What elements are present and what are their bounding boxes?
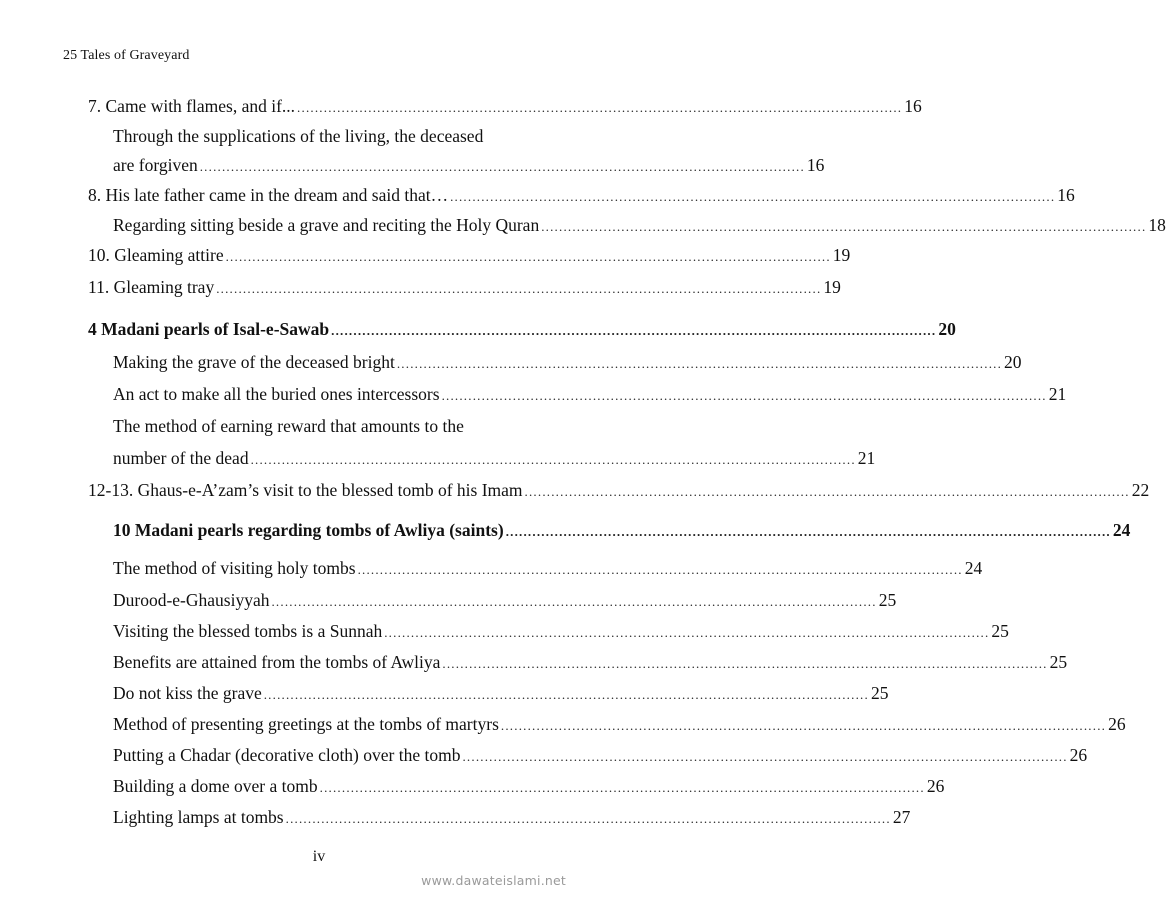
toc-entry[interactable] xyxy=(113,588,897,614)
leader-dots: ........................................................................................................................................ xyxy=(250,452,856,467)
toc-entry-label: number of the dead xyxy=(113,448,249,468)
toc-entry-label[interactable]: Through the supplications of the living, the deceased xyxy=(113,126,484,146)
toc-entry[interactable] xyxy=(113,213,1166,239)
toc-entry-label: Building a dome over a tomb xyxy=(113,776,318,796)
toc-entry-page: 24 xyxy=(964,558,983,578)
toc-entry-label: The method of visiting holy tombs xyxy=(113,558,356,578)
toc-entry-page: 25 xyxy=(870,683,889,703)
toc-entry-label: 7. Came with flames, and if... xyxy=(88,96,296,116)
leader-dots: ........................................................................................................................................ xyxy=(285,811,891,826)
toc-section-heading[interactable] xyxy=(88,317,956,343)
toc-entry[interactable] xyxy=(113,619,1009,645)
toc-entry-label: are forgiven xyxy=(113,155,198,175)
toc-entry-label: 8. His late father came in the dream and said that… xyxy=(88,185,449,205)
toc-entry-page: 21 xyxy=(1048,384,1067,404)
toc-entry-label: Benefits are attained from the tombs of Awliya xyxy=(113,652,441,672)
toc-entry[interactable] xyxy=(88,243,851,269)
toc-entry-page: 20 xyxy=(1004,352,1022,372)
toc-entry-label: Durood-e-Ghausiyyah xyxy=(113,590,270,610)
toc-entry-label: An act to make all the buried ones intercessors xyxy=(113,384,440,404)
leader-dots: ........................................................................................................................................ xyxy=(541,219,1147,234)
toc-entry[interactable] xyxy=(113,712,1126,738)
toc-entry[interactable] xyxy=(113,743,1088,769)
toc-entry-page: 26 xyxy=(1069,745,1088,765)
toc-section-heading[interactable] xyxy=(113,518,1131,544)
toc-entry-page: 26 xyxy=(926,776,945,796)
watermark-url[interactable]: www.dawateislami.net xyxy=(421,873,566,888)
leader-dots: ........................................................................................................................................ xyxy=(384,625,990,640)
toc-entry[interactable] xyxy=(88,183,1075,209)
leader-dots: ........................................................................................................................................ xyxy=(505,524,1111,539)
toc-entry-page: 19 xyxy=(823,277,841,297)
toc-entry-page: 16 xyxy=(806,155,825,175)
running-head: 25 Tales of Graveyard xyxy=(63,48,190,63)
toc-entry[interactable] xyxy=(113,774,945,800)
leader-dots: ........................................................................................................................................ xyxy=(357,562,963,577)
leader-dots: ........................................................................................................................................ xyxy=(319,780,925,795)
leader-dots: ........................................................................................................................................ xyxy=(396,356,1003,371)
toc-entry-label[interactable]: The method of earning reward that amounts to the xyxy=(113,416,464,436)
leader-dots: ........................................................................................................................................ xyxy=(450,189,1056,204)
leader-dots: ........................................................................................................................................ xyxy=(331,323,937,338)
leader-dots: ........................................................................................................................................ xyxy=(524,484,1130,499)
toc-entry-label: 12-13. Ghaus-e-A’zam’s visit to the blessed tomb of his Imam xyxy=(88,480,523,500)
toc-entry-page: 19 xyxy=(832,245,851,265)
leader-dots: ........................................................................................................................................ xyxy=(500,718,1107,733)
toc-entry[interactable] xyxy=(113,805,911,831)
toc-entry-label: 4 Madani pearls of Isal-e-Sawab xyxy=(88,319,330,339)
toc-entry-label: Making the grave of the deceased bright xyxy=(113,352,395,372)
toc-entry[interactable] xyxy=(113,153,825,179)
toc-entry[interactable] xyxy=(88,275,841,301)
toc-entry[interactable] xyxy=(113,650,1068,676)
toc-entry-label: Method of presenting greetings at the tombs of martyrs xyxy=(113,714,499,734)
toc-entry-page: 27 xyxy=(892,807,911,827)
toc-entry-page: 26 xyxy=(1108,714,1126,734)
page-number: iv xyxy=(312,848,326,865)
toc-entry-label: Putting a Chadar (decorative cloth) over the tomb xyxy=(113,745,461,765)
toc-entry-page: 18 xyxy=(1148,215,1166,235)
toc-entry-page: 16 xyxy=(1057,185,1075,205)
toc-entry-page: 22 xyxy=(1131,480,1150,500)
leader-dots: ........................................................................................................................................ xyxy=(297,100,903,115)
toc-entry[interactable] xyxy=(88,478,1150,504)
toc-entry[interactable] xyxy=(113,446,876,472)
leader-dots: ........................................................................................................................................ xyxy=(263,687,869,702)
leader-dots: ........................................................................................................................................ xyxy=(462,749,1068,764)
toc-entry-page: 16 xyxy=(904,96,922,116)
leader-dots: ........................................................................................................................................ xyxy=(225,249,831,264)
toc-entry[interactable] xyxy=(113,681,889,707)
toc-entry[interactable] xyxy=(113,350,1022,376)
toc-entry-page: 25 xyxy=(1049,652,1068,672)
toc-entry-label: Do not kiss the grave xyxy=(113,683,262,703)
leader-dots: ........................................................................................................................................ xyxy=(442,656,1048,671)
toc-entry-label: Visiting the blessed tombs is a Sunnah xyxy=(113,621,383,641)
toc-entry-label: 10 Madani pearls regarding tombs of Awliya (saints) xyxy=(113,520,504,540)
toc-entry[interactable] xyxy=(113,382,1067,408)
toc-entry-page: 25 xyxy=(878,590,897,610)
toc-entry-label: Lighting lamps at tombs xyxy=(113,807,284,827)
leader-dots: ........................................................................................................................................ xyxy=(199,159,805,174)
toc-entry[interactable] xyxy=(113,556,983,582)
toc-entry-page: 25 xyxy=(991,621,1009,641)
toc-entry-page: 20 xyxy=(938,319,956,339)
leader-dots: ........................................................................................................................................ xyxy=(271,594,877,609)
toc-entry-label: 11. Gleaming tray xyxy=(88,277,215,297)
leader-dots: ........................................................................................................................................ xyxy=(441,388,1047,403)
leader-dots: ........................................................................................................................................ xyxy=(216,281,822,296)
toc-entry-page: 24 xyxy=(1112,520,1131,540)
toc-entry-label: 10. Gleaming attire xyxy=(88,245,224,265)
toc-entry[interactable] xyxy=(88,94,922,120)
toc-entry-page: 21 xyxy=(857,448,876,468)
toc-entry-label: Regarding sitting beside a grave and reciting the Holy Quran xyxy=(113,215,540,235)
